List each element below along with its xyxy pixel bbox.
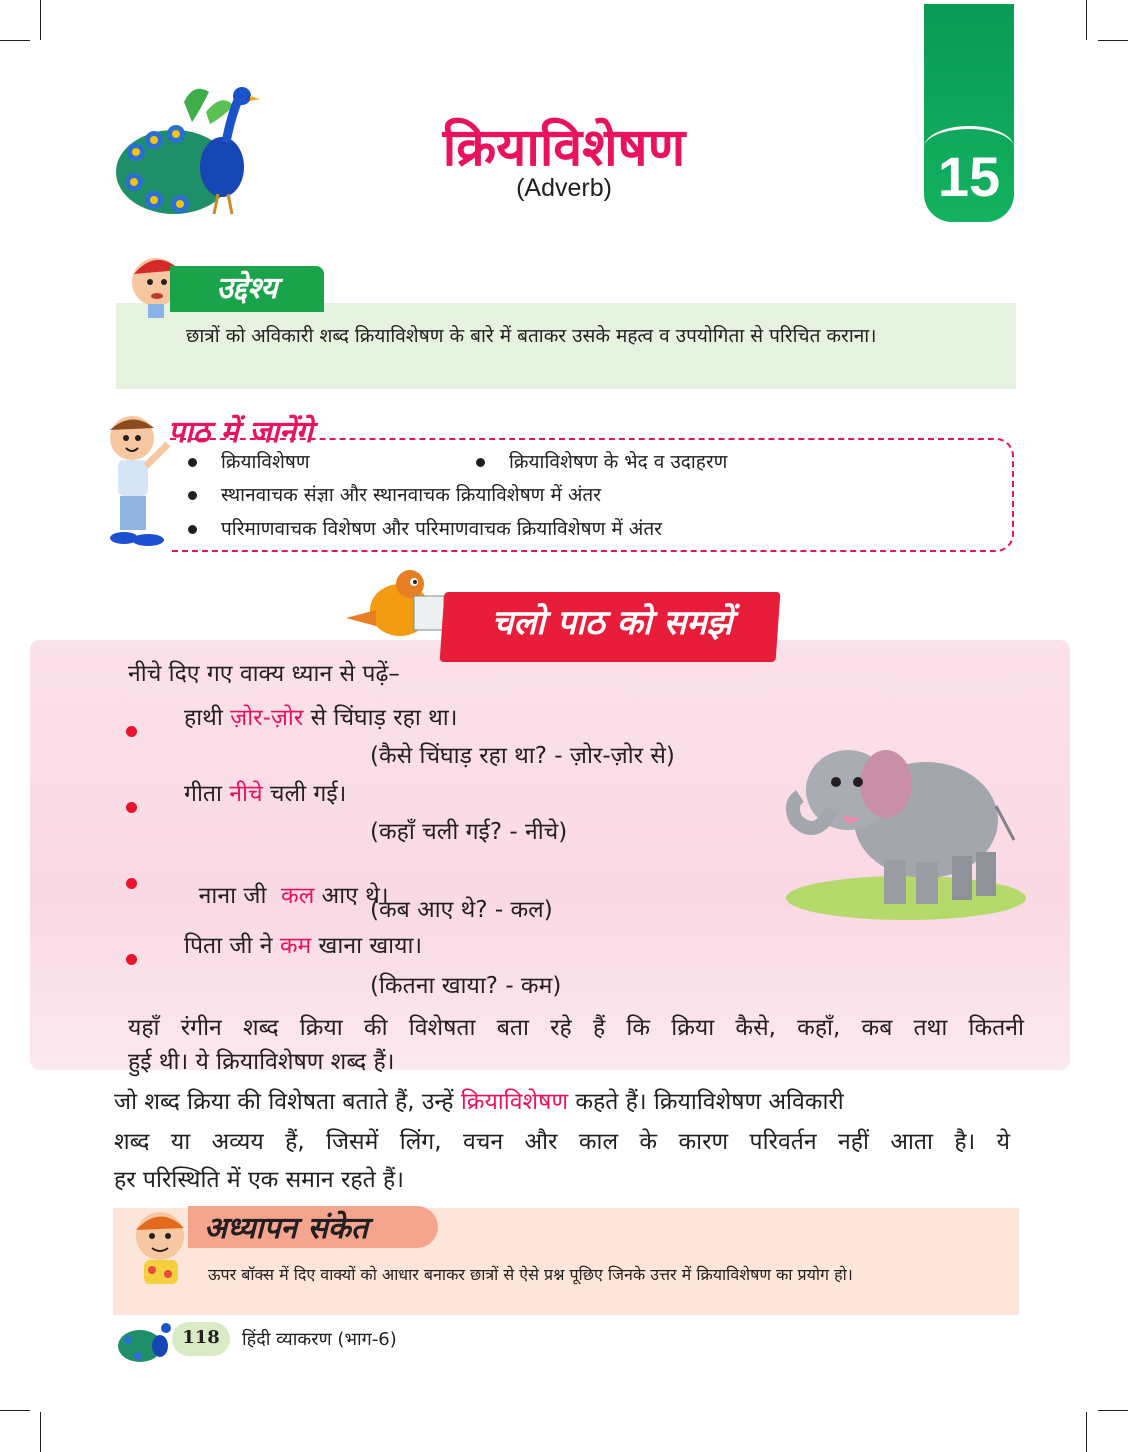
adverb-word: कम: [279, 933, 312, 959]
example-text: चली गई।: [262, 781, 347, 807]
objectives-text: छात्रों को अविकारी शब्द क्रियाविशेषण के बारे में बताकर उसके महत्व व उपयोगिता से परिचित कराना।: [186, 325, 877, 347]
example-question: (कहाँ चली गई? - नीचे): [370, 819, 568, 845]
example-sentence: [184, 852, 389, 910]
red-bullet: [126, 954, 137, 965]
example-bullet: [126, 950, 137, 969]
crop-mark: [40, 1412, 41, 1452]
learn-item: [188, 515, 662, 541]
red-bullet: [126, 878, 137, 889]
lesson-intro: नीचे दिए गए वाक्य ध्यान से पढ़ें–: [128, 661, 400, 687]
red-bullet: [126, 726, 137, 737]
learn-item-text: क्रियाविशेषण: [221, 451, 310, 473]
learn-item: [188, 481, 601, 507]
page-number: 118: [182, 1327, 220, 1348]
definition-term: क्रियाविशेषण: [460, 1089, 569, 1115]
learn-item: [188, 448, 310, 474]
example-sentence: [184, 700, 457, 732]
definition-text: कहते हैं। क्रियाविशेषण अविकारी: [568, 1089, 844, 1115]
definition-text: जो शब्द क्रिया की विशेषता बताते हैं, उन्हें: [114, 1089, 461, 1115]
learn-heading: पाठ में जानेंगे: [168, 415, 313, 450]
red-bullet: [126, 802, 137, 813]
example-question: (कितना खाया? - कम): [370, 973, 562, 999]
bullet: [188, 458, 197, 467]
lesson-banner-text: चलो पाठ को समझें: [491, 603, 733, 643]
book-title: हिंदी व्याकरण (भाग-6): [242, 1329, 397, 1350]
example-sentence: [184, 928, 422, 960]
example-text: गीता: [184, 781, 230, 807]
example-text: से चिंघाड़ रहा था।: [303, 705, 458, 731]
crop-mark: [1098, 40, 1128, 41]
crop-mark: [0, 40, 30, 41]
definition-line-1: [114, 1084, 1010, 1116]
example-bullet: [126, 874, 137, 893]
objectives-tag: उद्देश्य: [170, 266, 324, 312]
bird-reading-illustration: [336, 566, 448, 646]
bullet: [188, 491, 197, 500]
example-bullet: [126, 798, 137, 817]
definition-line-3: हर परिस्थिति में एक समान रहते हैं।: [114, 1167, 404, 1193]
example-text: पिता जी ने: [184, 933, 280, 959]
example-text: आए थे।: [314, 883, 389, 909]
adverb-word: ज़ोर-ज़ोर: [230, 705, 304, 731]
example-sentence: [184, 776, 346, 808]
chapter-number-tab: [924, 4, 1014, 222]
crop-mark: [1098, 1410, 1128, 1411]
chapter-number: 15: [937, 145, 1001, 208]
learn-item-text: स्थानवाचक संज्ञा और स्थानवाचक क्रियाविशेषण में अंतर: [221, 484, 601, 506]
chapter-subtitle: (Adverb): [516, 174, 612, 202]
example-text: नाना जी: [198, 883, 282, 909]
elephant-illustration: [776, 720, 1026, 920]
summary-line-2: हुई थी। ये क्रियाविशेषण शब्द हैं।: [128, 1049, 395, 1075]
example-text: खाना खाया।: [311, 933, 423, 959]
teaching-note-title: अध्यापन संकेत: [204, 1211, 368, 1246]
crop-mark: [1086, 0, 1087, 40]
crop-mark: [0, 1410, 30, 1411]
crop-mark: [1086, 1412, 1087, 1452]
teaching-note-text: ऊपर बॉक्स में दिए वाक्यों को आधार बनाकर छात्रों से ऐसे प्रश्न पूछिए जिनके उत्तर में क्रियाविशेषण का प्रयोग हो।: [208, 1265, 853, 1284]
example-question: (कब आए थे? - कल): [370, 897, 553, 923]
boy-pointing-illustration: [100, 408, 172, 550]
learn-item: [476, 448, 727, 474]
example-bullet: [126, 722, 137, 741]
teacher-kid-illustration: [128, 1204, 196, 1286]
bullet: [476, 458, 485, 467]
definition-line-2: शब्द या अव्यय हैं, जिसमें लिंग, वचन और काल के कारण परिवर्तन नहीं आता है। ये: [114, 1129, 1010, 1155]
summary-line-1: यहाँ रंगीन शब्द क्रिया की विशेषता बता रहे हैं कि क्रिया कैसे, कहाँ, कब तथा कितनी: [128, 1015, 1024, 1041]
learn-item-text: परिमाणवाचक विशेषण और परिमाणवाचक क्रियाविशेषण में अंतर: [221, 518, 662, 540]
crop-mark: [40, 0, 41, 40]
learn-item-text: क्रियाविशेषण के भेद व उदाहरण: [509, 451, 728, 473]
example-text: हाथी: [184, 705, 231, 731]
adverb-word: नीचे: [229, 781, 263, 807]
example-question: (कैसे चिंघाड़ रहा था? - ज़ोर-ज़ोर से): [370, 743, 675, 769]
footer-peacock-icon: [116, 1316, 178, 1364]
bullet: [188, 525, 197, 534]
adverb-word: कल: [281, 883, 315, 909]
chapter-title: क्रियाविशेषण: [442, 118, 686, 178]
